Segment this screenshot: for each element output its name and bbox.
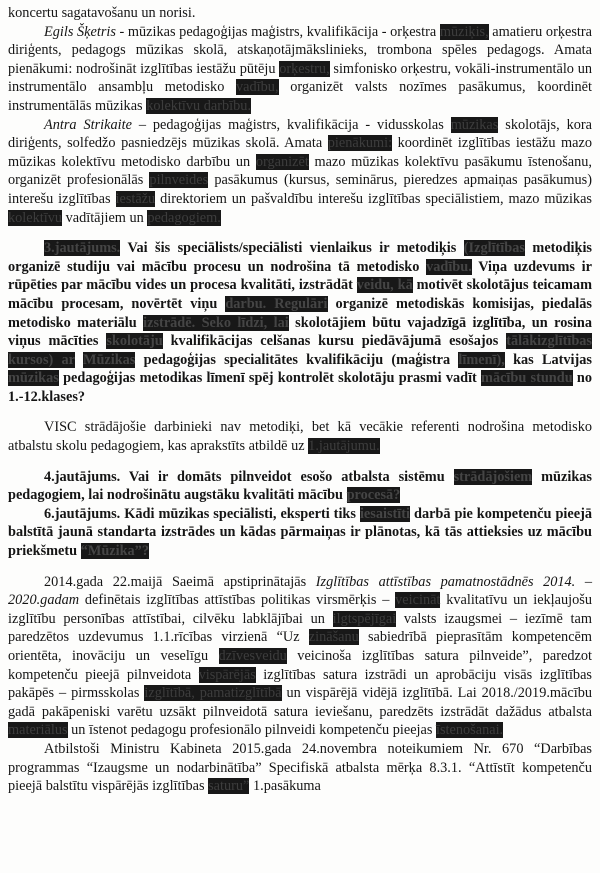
text-segment: direktoriem un pašvaldību interešu izglītības speciālistiem, mazo mūzikas	[155, 190, 592, 207]
text-segment: - mūzikas pedagoģijas maģistrs, kvalifikācija - orķestra	[115, 23, 440, 40]
highlighted-text: tālākizglītības kursos) ar	[8, 333, 592, 368]
text-segment: sabiedrībā pieprasītām kompetencēm orientēta, inovāciju un veselīgu	[8, 629, 592, 664]
highlighted-text: pienākumi:	[327, 135, 393, 152]
text-segment: pedagoģijas specialitātes kvalifikāciju (maģistra	[135, 351, 459, 368]
text-segment: organizēt valsts nozīmes pasākumus, koordinēt instrumentālās mūzikas	[8, 79, 592, 114]
text-segment: simfonisko orķestru, vokāli-instrumentālo un instrumentālo ansambļu metodisko	[8, 60, 592, 96]
text-segment: motivēt skolotājus teicamam mācību procesam, novērtēt viņu	[8, 277, 592, 312]
text-segment: kas Latvijas	[504, 351, 592, 368]
text-segment: metodiķis organizē studiju vai mācību procesu un nodrošina tā metodisko	[8, 240, 592, 275]
italic-text: Izglītības attīstības pamatnostādnēs 2014. – 2020.gadam	[8, 573, 592, 609]
highlighted-text: strādājošiem	[453, 468, 533, 485]
text-segment: no 1.-12.klases?	[8, 370, 592, 405]
highlighted-text: veicināt	[395, 592, 441, 609]
text-segment: darbā pie kompetenču pieejā balstītā jaunā standarta izstrādes un kādas pārmaiņas ir plānotas, kā tās attieksies uz mācību priekšmetu	[8, 505, 592, 560]
text-segment: skolotājs, kora diriģents, solfedžo pasniedzējs mūzikas skolā. Amata	[8, 116, 592, 152]
highlighted-text: procesā?	[346, 487, 401, 504]
text-segment: VISC strādājošie darbinieki nav metodiķi, bet kā vecākie referenti nodrošina metodisko atbalstu skolu pedagogiem, kas aprakstīts atbildē uz	[8, 419, 592, 455]
text-segment: skolotājiem būtu vajadzīgā izglītība, un rosina viņus mācīties	[8, 314, 592, 350]
highlighted-text: izglītībā, pamatizglītībā	[144, 685, 282, 702]
highlighted-text: veidu, kā	[356, 277, 413, 294]
highlighted-text: iestāžu	[115, 190, 156, 207]
text-segment: 2014.gada 22.maijā Saeimā apstiprinātajās	[44, 573, 316, 590]
text-segment: pedagoģijas metodikas līmenī spēj kontrolēt skolotāju prasmi vadīt	[58, 370, 482, 387]
italic-text: Egils Šķetris	[44, 23, 116, 40]
highlighted-text: pilnveides	[149, 172, 209, 189]
text-segment: vadītājiem un	[62, 209, 148, 226]
paragraph	[8, 116, 592, 228]
text-segment: Vai šis speciālists/speciālisti vienlaikus ir metodiķis	[120, 240, 464, 257]
text-segment: koncertu sagatavošanu un norisi.	[8, 5, 196, 21]
highlighted-text: dzīvesveidu	[218, 648, 287, 664]
text-segment: 6.jautājums. Kādi mūzikas speciālisti, eksperti tiks	[44, 505, 360, 522]
text-segment: Viņa uzdevums ir rūpēties par mācību vides un procesa kvalitāti, izstrādāt	[8, 258, 592, 294]
text-segment: organizē metodiskās komisijas, piedalās metodisko materiālu	[8, 295, 592, 331]
highlighted-text: kolektīvu darbību.	[146, 97, 252, 114]
highlighted-text: mūziķis,	[439, 23, 489, 40]
highlighted-text: līmenī),	[458, 351, 505, 368]
text-segment: un īstenot pedagogu profesionālo pilnveidi kompetenču pieejas	[67, 722, 437, 739]
text-segment: valsts izaugsmei – iezīmē tam paredzētos uzdevumus 1.1.rīcības virzienā “Uz	[8, 610, 592, 646]
paragraph	[8, 468, 592, 505]
highlighted-text: vadību,	[236, 79, 279, 96]
paragraph	[8, 505, 592, 561]
document-body	[8, 4, 592, 796]
text-segment: definētais izglītības attīstības politikas virsmērķis –	[79, 592, 396, 609]
highlighted-text: zināšanu	[308, 629, 359, 646]
highlighted-text: darbu. Regulāri	[225, 295, 328, 312]
highlighted-text: “Mūzika”?	[80, 543, 149, 560]
text-segment: Atbilstoši Ministru Kabineta 2015.gada 24.novembra noteikumiem Nr. 670 “Darbības programmas “Izaugsme un nodarbinātība” Specifiskā atbalsta mērķa 8.3.1. “Attīstīt kompetenču pieejā balstītu vispārējās izglītības	[8, 740, 592, 795]
highlighted-text: orķestru,	[279, 60, 330, 77]
highlighted-text: īstenošanai.	[436, 722, 504, 739]
paragraph	[8, 740, 592, 796]
text-segment	[75, 352, 83, 368]
text-segment: kvalifikācijas celšanas kursu piedāvājumā esošajos	[162, 333, 507, 350]
highlighted-text: mūzikas	[450, 116, 499, 133]
highlighted-text: pedagogiem.	[147, 209, 221, 226]
text-segment: kvalitatīvu un iekļaujošu izglītību personības attīstībai, cilvēku labklājībai un	[8, 592, 592, 627]
highlighted-text: 3.jautājums.	[44, 240, 121, 257]
paragraph	[8, 23, 592, 116]
highlighted-text: mācību stundu	[481, 370, 573, 387]
text-segment: izglītības satura izstrādi un aprobāciju visās izglītības pakāpēs – pirmsskolas	[8, 666, 592, 702]
highlighted-text: vadību.	[426, 258, 472, 275]
highlighted-text: kolektīvu	[8, 209, 63, 226]
highlighted-text: Mūzikas	[82, 351, 136, 368]
text-segment: amatieru orķestra diriģents, pedagogs mūzikas skolā, atskaņotājmākslinieks, trombona spēles pedagogs. Amata pienākumi: nodrošināt izglītības iestāžu pūtēju	[8, 23, 592, 77]
text-segment: pasākumus (kursus, seminārus, pieredzes apmaiņas pasākumus) interešu izglītības	[8, 172, 592, 207]
highlighted-text: vispārējās	[198, 666, 256, 683]
highlighted-text: iesaistīti	[359, 505, 410, 522]
highlighted-text: organizēt	[255, 153, 309, 170]
paragraph	[8, 418, 592, 455]
highlighted-text: materiālus	[8, 722, 68, 739]
text-segment: – pedagoģijas maģistrs, kvalifikācija - vidusskolas	[131, 116, 451, 133]
text-segment: mūzikas pedagogiem, lai nodrošinātu augstāku kvalitāti mācību	[8, 468, 592, 504]
text-segment: mazo mūzikas kolektīvu pasākumu īstenošanu, organizēt profesionālās	[8, 153, 592, 189]
highlighted-text: izstrādē. Seko līdzi, lai	[143, 314, 289, 331]
highlighted-text: saturu”	[208, 778, 250, 795]
text-segment: 1.pasākuma	[249, 778, 321, 795]
highlighted-text: (Izglītības	[463, 240, 525, 257]
text-segment: veicinoša izglītības satura pilnveide”, paredzot kompetenču pieejā pilnveidota	[8, 648, 592, 683]
paragraph	[8, 573, 592, 740]
text-segment: koordinēt izglītības iestāžu mazo mūzikas kolektīvu metodisko darbību un	[8, 135, 592, 170]
highlighted-text: ilgtspējīgai	[332, 610, 397, 627]
highlighted-text: 1.jautājumu.	[308, 438, 380, 455]
text-segment: 4.jautājums. Vai ir domāts pilnveidot esošo atbalsta sistēmu	[44, 468, 454, 485]
text-segment: un vispārējā vidējā izglītībā. Lai 2018./2019.mācību gadā pakāpeniski varētu uzsākt pilnveidotā satura ieviešanu, paredzēts izstrādāt dažādus atbalsta	[8, 685, 593, 720]
highlighted-text: skolotāju	[106, 333, 163, 350]
paragraph	[8, 239, 592, 406]
highlighted-text: mūzikas	[8, 370, 59, 387]
italic-text: Antra Strikaite	[44, 116, 132, 133]
paragraph	[8, 4, 592, 23]
